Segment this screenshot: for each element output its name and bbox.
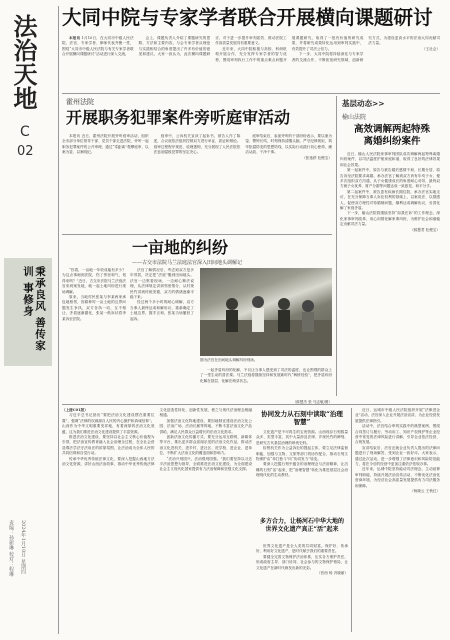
article3-body-left: [62, 268, 126, 400]
article7-source: （杨晓云 王秋红）: [410, 489, 440, 494]
article4-label: 基层动态>>: [342, 99, 385, 108]
article1-byline: 本报讯: [69, 36, 81, 40]
article5-paragraph: 加强法治文化阵地建设，要因地制宜建设法治文化公园、法治广场、法治长廊等阵地，不断丰富法治文化产品供给，满足人民群众日益增长的法治文化需求。: [159, 418, 252, 434]
article3-paragraph: 原来，当地村民张某与李某两家承包地相邻，因耕种时一亩土地的边界问题发生争执，双方各执一词，互不相让，矛盾逐渐激化，张某一纸诉状将李某诉至法院。: [62, 295, 126, 321]
article3-subtitle: ——古交市法院马兰法庭法官深入田间地头调解记: [132, 260, 243, 266]
meta-date: 2024年1月10日 星期四: [20, 520, 26, 574]
section-name: 法治天地: [9, 14, 38, 110]
promo-col-3: 事修身: [22, 282, 34, 317]
article5-paragraph: 创新法治文化传播方式，要充分运用互联网、新媒体等平台，推出更多群众喜闻乐见的法治文化作品，推动法治文化进机关、进乡村、进社区、进学校、进企业、进单位，不断扩大法治文化的覆盖面和影响力。: [159, 435, 252, 456]
article5-body: [62, 408, 252, 632]
article4-label-text: 基层动态: [342, 99, 372, 108]
article1-source: （王社会）: [422, 46, 440, 51]
article7-paragraph: 宣讲结束后，法官还就企业负责人提出的法律问题进行了现场解答，受到企业一致好评。大家表示，通过此次活动，进一步增强了法律意识和风险防范能力，将在今后的经营中更加注重依法依规办事。: [355, 445, 440, 467]
article3-paragraph: “你看，一亩地一年收成能有多少？为这点事闹到法院，伤了邻里和气，划得来吗？”近日，古交市法院马兰法庭法官来到案发地，就一起土地纠纷进行现场调解。: [62, 268, 126, 294]
article4-source: （薛慧君 杜俊宝）: [410, 227, 440, 232]
article1-paragraph: 本报讯 1月10日，在大同市中级人民法院，法官、专家学者、律师代表齐聚一堂，围绕“大同市中级人民法院与有关专家学者联合开展横向课题研讨”活动进行深入交流。: [62, 36, 134, 57]
article1-title: 大同中院与专家学者联合开展横向课题研讨: [62, 6, 433, 29]
article1-paragraph: 近年来，大同中院积极与高校、科研机构开展合作，充分发挥专家学者的智力优势，围绕审判执行工作中的重点难点问题开展课题研究，取得了一批有价值的研究成果，并将研究成果转化运用到审判实践中，有效提升了司法公信力。: [215, 36, 364, 62]
article4-paragraph: 下一步，榆山法院将继续坚持“如我在诉”的工作理念，深化家事审判改革，用心用情化解家事纠纷，为维护社会和谐稳定贡献司法力量。: [340, 211, 440, 227]
article2-kicker: 霍州法院: [66, 98, 94, 106]
article4-kicker: 榆山法院: [342, 114, 367, 121]
article4-paragraph: 第二起案件中，被告患有疾病长期住院，承办法官实地走访，在充分保障当事人诉讼权利的基础上，以案说法、以情感人，促使双方理性对待婚姻问题，顺利达成调解协议，妥善化解了家庭矛盾。: [340, 189, 440, 211]
article2-source: （张逸舒 杜俊宝）: [302, 155, 332, 160]
article6-paragraph: 文化遗产是不可再生的宝贵资源。山西现存石刻数量众多、类型丰富，其中大量涉及法律、乡规民约的碑刻，是研究古代基层治理的珍贵史料。: [256, 430, 348, 445]
article5-paragraph: “法治兴则国兴，法治强则国强。”我们要坚持以习近平法治思想为指导，全面推进法治文化建设，为全面建设社会主义现代化国家提供有力法治保障和坚强文化支撑。: [159, 456, 252, 472]
article7-paragraph: 近日，运城市中级人民法院组织开展“法律进企业”活动，法官深入企业开展法治宣讲，为企业经营发展提供法律指引。: [355, 408, 440, 423]
article6-source: （晋西 杨 冯晓丽）: [316, 571, 348, 576]
article3-body-right: [200, 368, 332, 398]
article6-body: [256, 430, 348, 514]
page-number: 02: [17, 144, 34, 159]
article7-paragraph: 近年来，运城中院坚持能动司法理念，主动延伸审判职能，持续开展法治宣传活动，不断优化法治化营商环境，为经济社会高质量发展提供有力司法服务和保障。: [355, 467, 440, 488]
article5-continued: （上接C01版）: [62, 408, 88, 412]
divider-mid: [62, 234, 332, 235]
article2-body: [62, 134, 332, 230]
meta-editor: 责编：孙新琳 校对：程琳: [8, 520, 14, 577]
article3-photo: [200, 268, 332, 356]
article3-paragraph: 一起矛盾纠纷的化解，不仅让当事人感受到了司法的温度，也让围观的群众上了一堂生动的普法课。马兰法庭将继续坚持和发展新时代“枫桥经验”，把矛盾纠纷化解在基层、化解在萌芽状态。: [200, 368, 332, 383]
promo-text: [10, 266, 46, 360]
divider-right-col: [336, 96, 337, 396]
article2-paragraph: 庭审结束后，参加旁听的干部纷纷表示，要以案为鉴、警钟长鸣，时刻保持清醒头脑，严守纪律规矩，筑牢拒腐防变的思想防线，以实际行动践行初心使命，廉洁从政、干净干事。: [245, 134, 332, 155]
article3-paragraph: 经过两个多小时的耐心调解，双方当事人最终达成和解协议，重新确定了土地边界，握手言和，张某当场撤回了起诉。: [130, 300, 194, 321]
article1-body: [62, 36, 440, 90]
article4-paragraph: 第一起案件中，原告与被告婚后感情不和，长期分居，原告诉至法院要求离婚。承办法官了解到双方育有年幼子女，便多次组织双方沟通，从子女健康成长的角度耐心劝导，最终双方就子女抚养、财产分割等问题达成一致意见，和平分手。: [340, 168, 440, 189]
article2-paragraph: 庭审中，公诉机关宣读了起诉书，被告人作了陈述，合议庭依法组织控辩双方进行举证、质证和辩论。庭审过程程序规范、说理透彻，充分展现了人民法院依法惩治腐败犯罪的坚定决心。: [153, 134, 241, 155]
article3-source: （薛慧杰 张 马志敏/图）: [292, 400, 332, 404]
article1-paragraph: 会上，课题负责人介绍了课题研究的思路、方法和主要内容，与会专家学者从理论与实践相结合的角度提出了许多有价值的意见和建议。大家一致认为，此次横向课题研讨，对于进一步提升审判质效、推动法院工作高质量发展具有重要意义。: [138, 36, 287, 57]
article4-paragraph: 近日，榆山人民法院家事审判团队成功调解两起特殊离婚纠纷案件，以司法温度护航家庭和谐，取得了良好的法律效果和社会效果。: [340, 152, 440, 167]
article2-title: 开展职务犯罪案件旁听庭审活动: [66, 108, 291, 127]
article3-body-mid: [130, 268, 194, 400]
article5-paragraph: 推进法治文化建设，要坚持以社会主义核心价值观为引领，把法治宣传教育融入社会治理全过程，在全社会营造尊法学法守法用法的浓厚氛围，让法治成为全体人民的共同信仰和自觉行动。: [62, 435, 155, 456]
article3-title: 一亩地的纠纷: [132, 238, 229, 257]
page-letter: C: [20, 124, 30, 140]
divider-lower-right: [351, 408, 352, 632]
article3-paragraph: 法官了解情况后，考虑到双方是多年邻居，决定把“法庭”搬到田间地头。法官一边察看现场，一边耐心释法说理，从法律规定讲到邻里情分，从村规民约讲到传统美德，双方的情绪逐渐平稳下来。: [130, 268, 194, 300]
promo-col-1: 秉承良风: [34, 266, 46, 312]
article6-title2: 多方合力，让杨河石中华大地的世界文化遗产真正“活”起来: [259, 518, 344, 533]
article4-body: [340, 152, 440, 388]
article6-paragraph: 检察机关作为公益诉讼的提起主体，要立足法律监督职能，加强与文物、文旅等部门的协作配合，推动石刻文物保护由“单打独斗”向“协同发力”转变。: [256, 446, 348, 462]
article3-photo-caption: 图为法官在田间地头调解纠纷现场。: [200, 358, 258, 362]
article6-paragraph: 要深入挖掘石刻中蕴含的治理理念与法治精神，让沉睡的石刻“活”起来，把“治理智慧”转化为推进基层社会治理现代化的生动教材。: [256, 462, 348, 478]
promo-col-2: 善传家训: [22, 266, 46, 352]
article1-paragraph: 下一步，大同中院将持续深化与专家学者的交流合作，不断拓宽研究领域，创新研究方式，为建设更高水平的法治大同贡献司法力量。: [291, 36, 440, 62]
divider-top: [62, 93, 440, 94]
divider-lower: [62, 404, 440, 405]
article6-paragraph2: 要健全完善文物保护法治体系，压实各方保护责任，形成政府主导、部门协同、社会参与的文物保护格局，让文化遗产在新时代焕发出新的光彩。: [256, 554, 348, 570]
article7-body: [355, 408, 440, 632]
sidebar: [0, 0, 58, 640]
photo-figures: [200, 268, 332, 356]
article6-paragraph2: 世界文化遗产是全人类的共同财富。保护好、传承好、利用好文化遗产，是时代赋予我们的重要责任。: [256, 544, 348, 554]
article2-paragraph: 本报讯 近日，霍州法院开展旁听庭审活动，组织全市部分单位领导干部、党员干部走进法院，旁听一起职务犯罪案件的公开审理，通过“零距离”观摩庭审，以案为鉴、以案明纪。: [62, 134, 149, 155]
article4-title: 高效调解两起特殊离婚纠纷案件: [354, 124, 431, 147]
sidebar-divider: [58, 6, 59, 634]
article6-title: 协同发力从石刻中读取“治理智慧”: [261, 410, 343, 426]
promo-box: [4, 258, 52, 366]
article6-body2: [256, 544, 348, 624]
article7-paragraph: 活动中，法官结合审判实践中的典型案例，围绕合同签订与履行、劳动用工、知识产权保护等企业经营中常见的法律风险进行讲解，引导企业依法经营、合规发展。: [355, 424, 440, 445]
article5-paragraph: 习近平总书记指出“要把法治文化建设摆在重要位置”，强调“法律的权威源自人民的内心拥护和真诚信仰”。山西作为中华文明重要发祥地，有着深厚的法治文化底蕴，这为我们推进法治文化建设提供了丰富资源。: [62, 413, 155, 434]
article5-paragraph: 传承中华优秀传统法律文化，要深入挖掘山西地方法治文化资源，讲好山西法治故事，推动中华优秀传统法律文化创造性转化、创新性发展，使之与现代法治理念相融相通。: [62, 408, 252, 467]
